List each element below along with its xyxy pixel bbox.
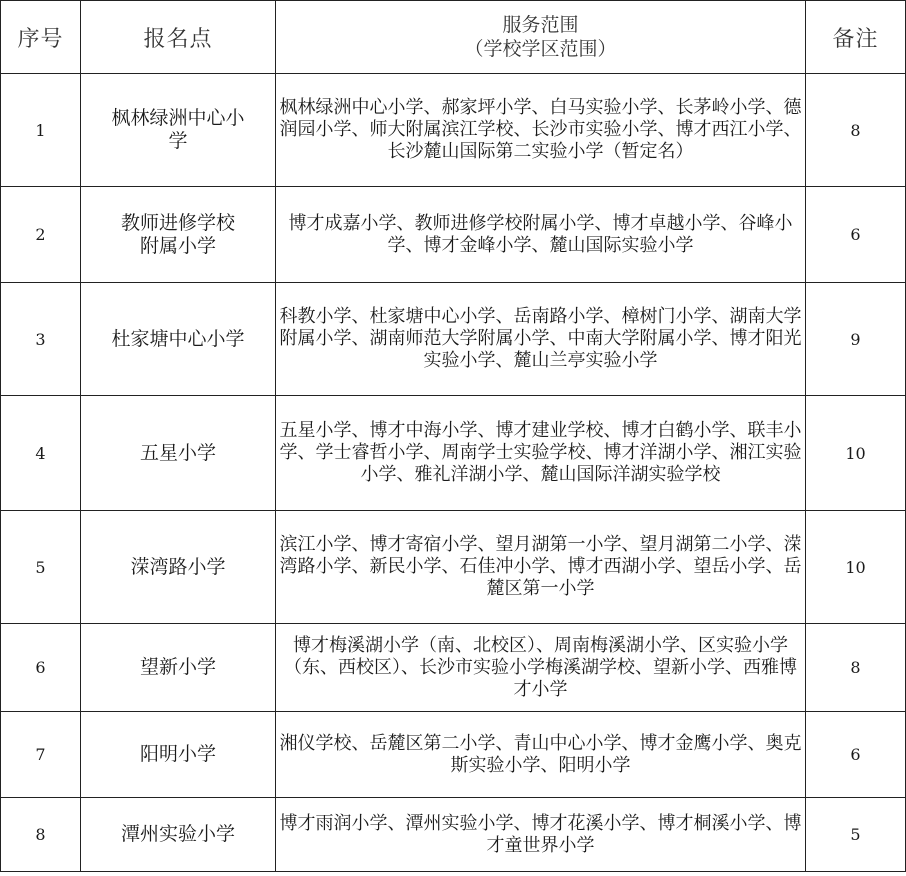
row-site bbox=[81, 712, 276, 798]
header-serial: 序号 bbox=[1, 1, 81, 74]
row-scope: 博才梅溪湖小学（南、北校区）、周南梅溪湖小学、区实验小学（东、西校区）、长沙市实验小学梅溪湖学校、望新小学、西雅博才小学 bbox=[276, 624, 806, 712]
row-site bbox=[81, 74, 276, 187]
table-row bbox=[1, 283, 906, 396]
row-site bbox=[81, 624, 276, 712]
table-row bbox=[1, 511, 906, 624]
row-site-line: 枫林绿洲中心小 bbox=[111, 107, 245, 129]
table-row bbox=[1, 74, 906, 187]
row-scope: 博才雨润小学、潭州实验小学、博才花溪小学、博才桐溪小学、博才童世界小学 bbox=[276, 798, 806, 872]
row-site-line: 溁湾路小学 bbox=[130, 555, 226, 578]
row-site-line: 杜家塘中心小学 bbox=[111, 327, 245, 350]
row-note: 8 bbox=[806, 624, 906, 712]
row-scope: 湘仪学校、岳麓区第二小学、青山中心小学、博才金鹰小学、奥克斯实验小学、阳明小学 bbox=[276, 712, 806, 798]
row-scope: 五星小学、博才中海小学、博才建业学校、博才白鹤小学、联丰小学、学士睿哲小学、周南学士实验学校、博才洋湖小学、湘江实验小学、雅礼洋湖小学、麓山国际洋湖实验学校 bbox=[276, 396, 806, 511]
row-site-line: 学 bbox=[168, 130, 188, 152]
row-note: 9 bbox=[806, 283, 906, 396]
header-scope bbox=[276, 1, 806, 74]
table-row bbox=[1, 712, 906, 798]
table-row bbox=[1, 624, 906, 712]
row-site-line: 望新小学 bbox=[139, 656, 216, 678]
row-scope: 科教小学、杜家塘中心小学、岳南路小学、樟树门小学、湖南大学附属小学、湖南师范大学附属小学、中南大学附属小学、博才阳光实验小学、麓山兰亭实验小学 bbox=[276, 283, 806, 396]
table-row bbox=[1, 798, 906, 872]
row-note: 10 bbox=[806, 511, 906, 624]
row-serial: 3 bbox=[1, 283, 81, 396]
row-site-line: 五星小学 bbox=[139, 441, 216, 464]
row-site bbox=[81, 187, 276, 283]
row-site-line: 潭州实验小学 bbox=[120, 823, 235, 845]
header-scope-subtitle: （学校学区范围） bbox=[464, 38, 617, 60]
row-site-line: 阳明小学 bbox=[139, 743, 216, 765]
row-serial: 4 bbox=[1, 396, 81, 511]
row-note: 5 bbox=[806, 798, 906, 872]
header-site: 报名点 bbox=[81, 1, 276, 74]
row-scope: 枫林绿洲中心小学、郝家坪小学、白马实验小学、长茅岭小学、德润园小学、师大附属滨江学校、长沙市实验小学、博才西江小学、长沙麓山国际第二实验小学（暂定名） bbox=[276, 74, 806, 187]
row-note: 10 bbox=[806, 396, 906, 511]
row-site-line: 教师进修学校 bbox=[120, 211, 235, 234]
row-note: 8 bbox=[806, 74, 906, 187]
table-header bbox=[1, 1, 906, 74]
row-site bbox=[81, 283, 276, 396]
row-site-line: 附属小学 bbox=[139, 234, 216, 257]
table-row bbox=[1, 396, 906, 511]
header-scope-title: 服务范围 bbox=[502, 14, 579, 36]
header-row bbox=[1, 1, 906, 74]
row-serial: 2 bbox=[1, 187, 81, 283]
row-note: 6 bbox=[806, 712, 906, 798]
header-note: 备注 bbox=[806, 1, 906, 74]
table-row bbox=[1, 187, 906, 283]
row-serial: 7 bbox=[1, 712, 81, 798]
row-site bbox=[81, 511, 276, 624]
row-serial: 8 bbox=[1, 798, 81, 872]
row-serial: 1 bbox=[1, 74, 81, 187]
row-serial: 5 bbox=[1, 511, 81, 624]
row-note: 6 bbox=[806, 187, 906, 283]
row-scope: 博才成嘉小学、教师进修学校附属小学、博才卓越小学、谷峰小学、博才金峰小学、麓山国际实验小学 bbox=[276, 187, 806, 283]
row-site bbox=[81, 396, 276, 511]
row-scope: 滨江小学、博才寄宿小学、望月湖第一小学、望月湖第二小学、溁湾路小学、新民小学、石佳冲小学、博才西湖小学、望岳小学、岳麓区第一小学 bbox=[276, 511, 806, 624]
row-serial: 6 bbox=[1, 624, 81, 712]
row-site bbox=[81, 798, 276, 872]
table-body bbox=[1, 74, 906, 872]
